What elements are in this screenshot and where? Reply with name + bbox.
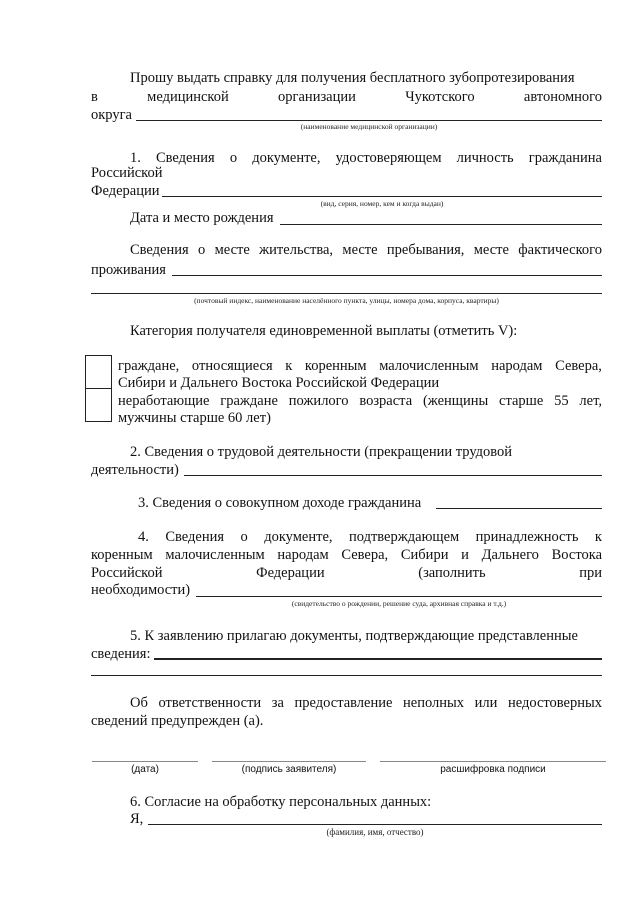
section1-line-2: Российской xyxy=(91,165,163,181)
signature-caption: (подпись заявителя) xyxy=(241,764,337,775)
section6-i-label: Я, xyxy=(130,811,144,827)
section1-line-1: 1. Сведения о документе, удостоверяющем личность гражданина xyxy=(130,150,602,166)
medical-organization-field[interactable] xyxy=(136,120,602,121)
date-caption: (дата) xyxy=(131,764,159,775)
signature-field[interactable] xyxy=(212,761,366,762)
section6-title: 6. Согласие на обработку персональных данных: xyxy=(130,794,432,810)
income-field[interactable] xyxy=(436,508,602,509)
attachments-field-1[interactable] xyxy=(154,658,602,660)
identity-document-field[interactable] xyxy=(162,196,602,197)
section5-label: сведения: xyxy=(91,646,151,662)
date-field[interactable] xyxy=(92,761,198,762)
section5-line-1: 5. К заявлению прилагаю документы, подтверждающие представленные xyxy=(130,628,578,644)
category-option-1-line-2: Сибири и Дальнего Востока Российской Федерации xyxy=(118,375,440,391)
identity-document-caption: (вид, серия, номер, кем и когда выдан) xyxy=(320,199,444,208)
category-option-2-line-2: мужчины старше 60 лет) xyxy=(118,410,271,426)
section2-label: деятельности) xyxy=(91,462,179,478)
category-title: Категория получателя единовременной выплаты (отметить V): xyxy=(130,323,518,339)
full-name-field[interactable] xyxy=(148,824,602,825)
medical-organization-caption: (наименование медицинской организации) xyxy=(300,122,438,131)
section4-label: необходимости) xyxy=(91,582,191,598)
category-option-1-line-1: граждане, относящиеся к коренным малочисленным народам Севера, xyxy=(118,358,602,374)
section3-label: 3. Сведения о совокупном доходе гражданина xyxy=(138,495,422,511)
indigenous-document-field[interactable] xyxy=(196,596,602,597)
category-checkbox-elderly[interactable] xyxy=(85,388,112,422)
category-option-2-line-1: неработающие граждане пожилого возраста (женщины старше 55 лет, xyxy=(118,393,602,409)
signature-decode-caption: расшифровка подписи xyxy=(440,764,546,775)
residence-caption: (почтовый индекс, наименование населённого пункта, улицы, номера дома, корпуса, квартиры) xyxy=(194,296,499,305)
section2-line-1: 2. Сведения о трудовой деятельности (прекращении трудовой xyxy=(130,444,513,460)
section4-line-1: 4. Сведения о документе, подтверждающем принадлежность к xyxy=(138,529,602,545)
indigenous-document-caption: (свидетельство о рождении, решение суда, архивная справка и т.д.) xyxy=(291,599,507,608)
residence-label: проживания xyxy=(91,262,166,278)
signature-decode-field[interactable] xyxy=(380,761,606,762)
residence-field-1[interactable] xyxy=(172,275,602,276)
responsibility-line-1: Об ответственности за предоставление неполных или недостоверных xyxy=(130,695,602,711)
federation-label: Федерации xyxy=(91,183,160,199)
request-line-1: Прошу выдать справку для получения бесплатного зубопротезирования xyxy=(130,70,575,86)
section4-line-3: Российской Федерации (заполнить при xyxy=(91,565,602,581)
responsibility-line-2: сведений предупрежден (а). xyxy=(91,713,264,729)
full-name-caption: (фамилия, имя, отчество) xyxy=(326,827,424,837)
employment-field[interactable] xyxy=(184,475,602,476)
birth-label: Дата и место рождения xyxy=(130,210,274,226)
attachments-field-2[interactable] xyxy=(91,675,602,676)
section4-line-2: коренным малочисленным народам Севера, Сибири и Дальнего Востока xyxy=(91,547,602,563)
request-line-2: в медицинской организации Чукотского автономного xyxy=(91,89,602,105)
category-checkbox-indigenous[interactable] xyxy=(85,355,112,389)
residence-line-1: Сведения о месте жительства, месте пребывания, месте фактического xyxy=(130,242,602,258)
birth-date-place-field[interactable] xyxy=(280,224,602,225)
residence-field-2[interactable] xyxy=(91,293,602,294)
okrug-label: округа xyxy=(91,107,132,123)
